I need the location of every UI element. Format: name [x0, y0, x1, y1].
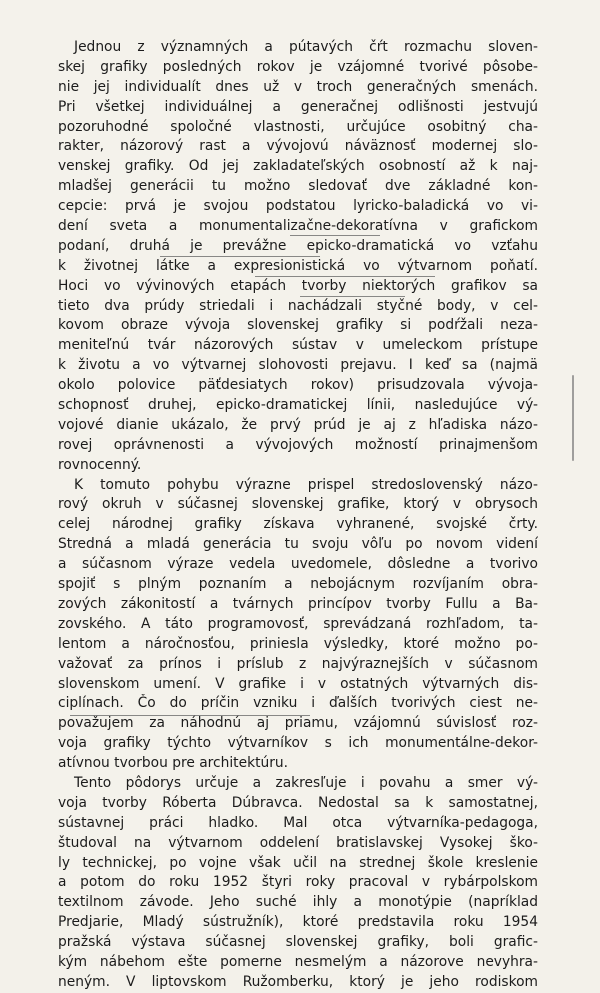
pencil-underline [70, 715, 310, 716]
text-line: Predjarie, Mladý sústružník), ktoré predstavila roku 1954 [58, 914, 538, 931]
text-line: sústavnej práci hladko. Mal otca výtvarníka-pedagoga, [58, 814, 538, 831]
text-line: atívnou tvorbou pre architektúru. [58, 755, 289, 772]
text-line: rovnocenný. [58, 456, 142, 473]
text-line: rový okruh v súčasnej slovenskej grafike, ktorý v obrysoch [58, 496, 538, 513]
text-line: nie jej individualít dnes už v troch generačných smenách. [58, 78, 538, 95]
text-line: celej národnej grafiky získava vyhranené, svojské črty. [58, 516, 538, 533]
text-line: venskej grafiky. Od jej zakladateľských osobností až k naj- [58, 158, 538, 175]
text-line: zových zákonitostí a tvárnych princípov tvorby Fullu a Ba- [58, 595, 538, 612]
text-line: važovať za prínos i príslub z najvýraznejších v súčasnom [58, 655, 538, 672]
pencil-underline [300, 296, 405, 297]
text-line: skej grafiky posledných rokov je vzájomné tvorivé pôsobe- [58, 58, 538, 75]
text-line: schopnosť druhej, epicko-dramatickej línii, nasledujúce vý- [58, 397, 538, 414]
text-line: Hoci vo vývinových etapách tvorby niektorých grafikov sa [58, 277, 538, 294]
text-line: Pri všetkej individuálnej a generačnej odlišnosti jestvujú [58, 98, 538, 115]
text-line: mladšej generácii tu možno sledovať dve základné kon- [58, 178, 538, 195]
text-line: kovom obraze vývoja slovenskej grafiky si podŕžali neza- [58, 317, 538, 334]
text-line: kým nábehom ešte pomerne nesmelým a názorove nevyhra- [58, 953, 538, 970]
text-line: a súčasnom výraze vedela uvedomele, dôsledne a tvorivo [58, 556, 538, 573]
margin-pencil-mark [572, 375, 574, 461]
text-line: vojové dianie ukázalo, že prvý prúd je aj z hľadiska názo- [58, 416, 538, 433]
text-line: pražská výstava súčasnej slovenskej grafiky, boli grafic- [58, 934, 538, 951]
text-line: Stredná a mladá generácia tu svoju vôľu po novom videní [58, 536, 538, 553]
text-line: rakter, názorový rast a vývojovú náväznosť modernej slo- [58, 138, 538, 155]
text-line: Tento pôdorys určuje a zakresľuje i povahu a smer vý- [74, 774, 538, 791]
pencil-underline [160, 256, 320, 257]
text-line: ciplínach. Čo do príčin vzniku i ďalších tvorivých ciest ne- [58, 695, 538, 712]
text-line: meniteľnú tvár názorových sústav v umeleckom prístupe [58, 337, 538, 354]
text-line: k životu a vo výtvarnej slohovosti prejavu. I keď sa (najmä [58, 357, 538, 374]
text-line: zovského. A táto programovosť, sprevádzaná rozhľadom, ta- [58, 615, 538, 632]
text-line: spojiť s plným poznaním a nebojácnym rozvíjaním obra- [58, 576, 538, 593]
text-line: lentom a náročnosťou, priniesla výsledky, ktoré možno po- [58, 635, 538, 652]
pencil-underline [290, 235, 380, 236]
text-line: cepcie: prvá je svojou podstatou lyricko-baladická vo vi- [58, 198, 538, 215]
text-line: Jednou z významných a pútavých čŕt rozmachu sloven- [74, 39, 538, 55]
text-line: rovej oprávnenosti a vývojových možností prinajmenšom [58, 436, 538, 453]
text-line: voja tvorby Róberta Dúbravca. Nedostal sa k samostatnej, [58, 794, 538, 811]
text-line: textilnom závode. Jeho suché ihly a monotýpie (napríklad [58, 894, 538, 911]
pencil-underline [255, 276, 435, 277]
text-line: slovenskom umení. V grafike i v ostatných výtvarných dis- [58, 675, 538, 692]
text-line: dení sveta a monumentalizačne-dekoratívna v grafickom [58, 218, 538, 235]
text-line: a potom do roku 1952 štyri roky pracoval v rybárpolskom [58, 874, 538, 891]
text-line: považujem za náhodnú aj priamu, vzájomnú súvislosť roz- [58, 715, 538, 732]
text-line: k životnej látke a expresionistická vo výtvarnom poňatí. [58, 257, 538, 274]
text-line: voja grafiky týchto výtvarníkov s ich monumentálne-dekor- [58, 735, 538, 752]
text-line: neným. V liptovskom Ružomberku, ktorý je jeho rodiskom [58, 973, 538, 990]
text-line: ly technickej, po vojne však učil na strednej škole kreslenie [58, 854, 538, 871]
body-text [58, 38, 538, 993]
text-line: študoval na výtvarnom oddelení bratislavskej Vysokej ško- [58, 834, 538, 851]
text-line: podaní, druhá je prevážne epicko-dramatická vo vzťahu [58, 237, 538, 254]
text-line: K tomuto pohybu výrazne prispel stredoslovenský názo- [74, 476, 538, 493]
text-line: tieto dva prúdy striedali i nachádzali styčné body, v cel- [58, 297, 538, 314]
text-line: pozoruhodné spoločné vlastnosti, určujúce osobitný cha- [58, 118, 538, 135]
text-line: okolo polovice päťdesiatych rokov) prisudzovala vývoja- [58, 377, 538, 394]
